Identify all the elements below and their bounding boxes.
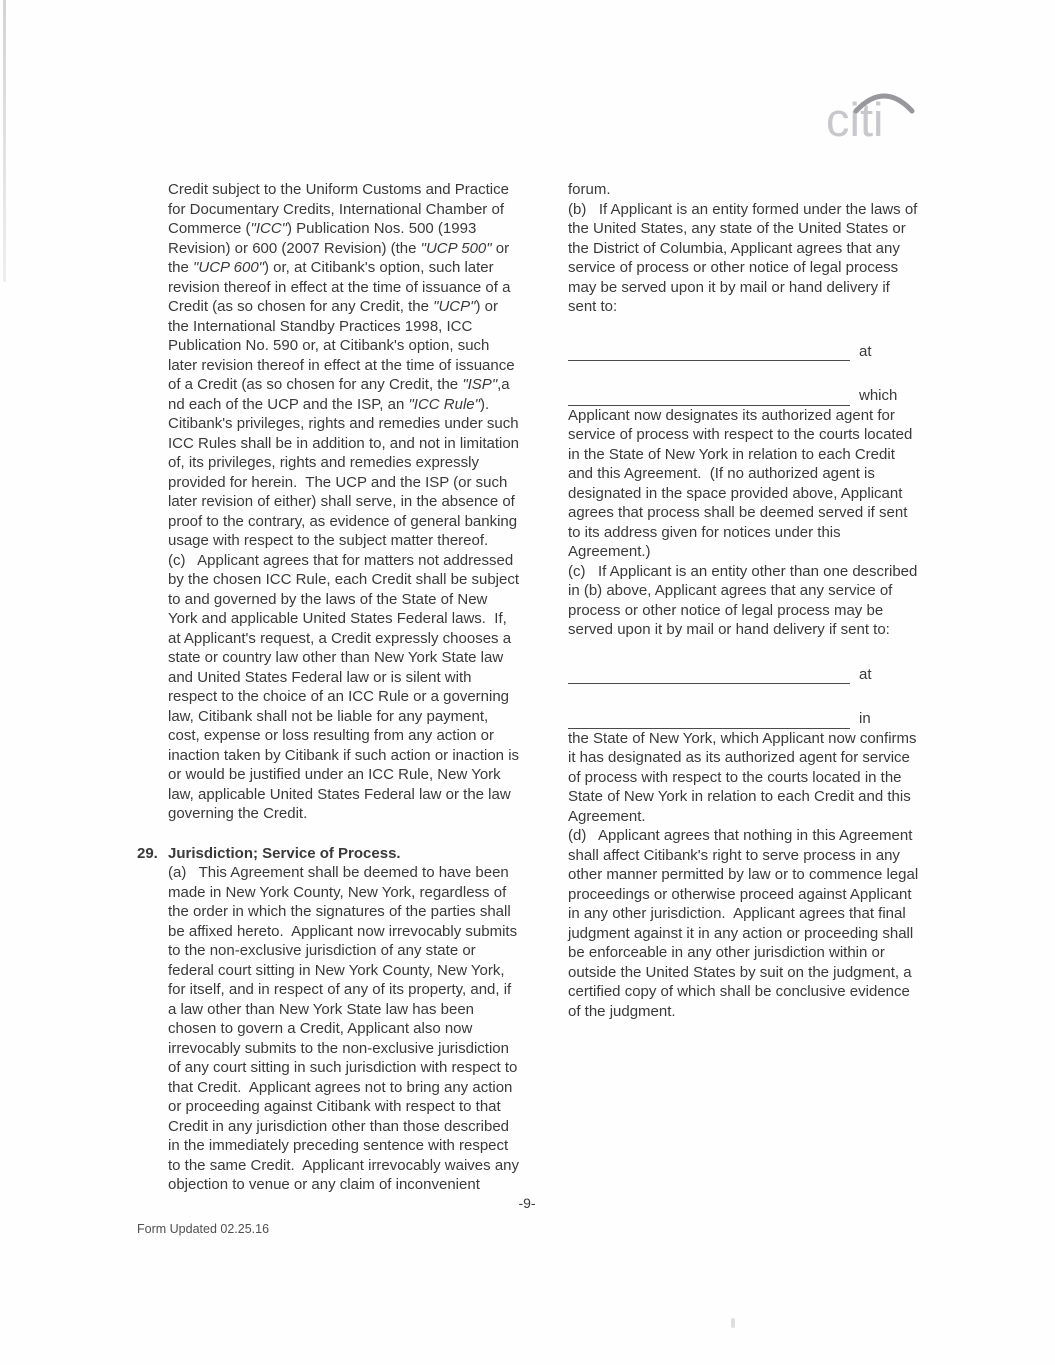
section-title: Jurisdiction; Service of Process. [168,844,401,862]
right-text-column [568,180,922,1021]
scan-speck-artifact [731,1318,735,1328]
blank-underline [568,389,850,406]
left-text-column [137,180,524,1195]
fill-in-suffix: at [859,342,872,360]
paragraph: (a) This Agreement shall be deemed to have been made in New York County, New York, regardless of the order in which the signatures of the parties shall be affixed hereto. Applicant now irrevocably submits to the non-exclusive jurisdiction of any state or federal court sitting in New York County, New York, for itself, and in respect of any of its property, and, if a law other than New York State law has been chosen to govern a Credit, Applicant also now irrevocably submits to the non-exclusive jurisdiction of any court sitting in such jurisdiction with respect to that Credit. Applicant agrees not to bring any action or proceeding against Citibank with respect to that Credit in any jurisdiction other than those described in the immediately preceding sentence with respect to the same Credit. Applicant irrevocably waives any objection to venue or any claim of inconvenient [168,864,524,1193]
citi-arc-icon [853,90,915,121]
scan-edge-artifact [3,0,6,282]
paragraph: (b) If Applicant is an entity formed under the laws of the United States, any state of the United States or the District of Columbia, Applicant agrees that any service of process or other notice of legal process may be served upon it by mail or hand delivery if sent to: [568,200,922,315]
fill-in-suffix: which [859,387,898,404]
paragraph: (d) Applicant agrees that nothing in this Agreement shall affect Citibank's right to serve process in any other manner permitted by law or to commence legal proceedings or otherwise proceed against Applicant in any other jurisdiction. Applicant agrees that final judgment against it in any action or proceeding shall be enforceable in any other jurisdiction within or outside the United States by suit on the judgment, a certified copy of which shall be conclusive evidence of the judgment. [568,827,923,1020]
blank-underline [568,667,850,684]
fill-in-suffix: at [859,665,872,683]
fill-in-line [568,665,922,685]
citi-logo-text: citi [826,93,884,146]
blank-underline [568,712,850,729]
fill-in-line [568,342,922,362]
section-number: 29. [137,844,158,862]
paragraph: Credit subject to the Uniform Customs and Practice for Documentary Credits, International Chamber of Commerce ("ICC") Publication Nos. 500 (1993 Revision) or 600 (2007 Revision) (the "UCP 500" or the "UCP 600") or, at Citibank's option, such later revision thereof in effect at the time of issuance of a Credit (as so chosen for any Credit, the "UCP") or the International Standby Practices 1998, ICC Publication No. 590 or, at Citibank's option, such later revision thereof in effect at the time of issuance of a Credit (as so chosen for any Credit, the "ISP",a nd each of the UCP and the ISP, an "ICC Rule"). Citibank's privileges, rights and remedies under such ICC Rules shall be in addition to, and not in limitation of, its privileges, rights and remedies expressly provided for herein. The UCP and the ISP (or such later revision of either) shall serve, in the absence of proof to the contrary, as evidence of general banking usage with respect to the subject matter thereof. [168,181,524,549]
citi-logo [826,93,926,156]
fill-in-line [568,709,922,729]
form-updated-note: Form Updated 02.25.16 [137,1222,270,1236]
paragraph: (c) If Applicant is an entity other than one described in (b) above, Applicant agrees that any service of process or other notice of legal process may be served upon it by mail or hand delivery if sent to: [568,562,922,638]
paragraph: Applicant now designates its authorized agent for service of process with respect to the courts located in the State of New York in relation to each Credit and this Agreement. (If no authorized agent is designated in the space provided above, Applicant agrees that process shall be deemed served if sent to its address given for notices under this Agreement.) [568,406,917,560]
page-number: -9- [518,1195,536,1211]
blank-underline [568,344,850,361]
paragraph: forum. [568,181,611,198]
fill-in-suffix: in [859,710,871,727]
section-heading [137,844,520,864]
paragraph: the State of New York, which Applicant now confirms it has designated as its authorized agent for service of process with respect to the courts located in the State of New York in relation to each Credit and this Agreement. [568,729,921,825]
paragraph: (c) Applicant agrees that for matters not addressed by the chosen ICC Rule, each Credit shall be subject to and governed by the laws of the State of New York and applicable United States Federal laws. If, at Applicant's request, a Credit expressly chooses a state or country law other than New York State law and United States Federal law or is silent with respect to the choice of an ICC Rule or a governing law, Citibank shall not be liable for any payment, cost, expense or loss resulting from any action or inaction taken by Citibank if such action or inaction is or would be justified under an ICC Rule, New York law, applicable United States Federal law or the law governing the Credit. [168,551,524,822]
fill-in-line [568,386,922,406]
